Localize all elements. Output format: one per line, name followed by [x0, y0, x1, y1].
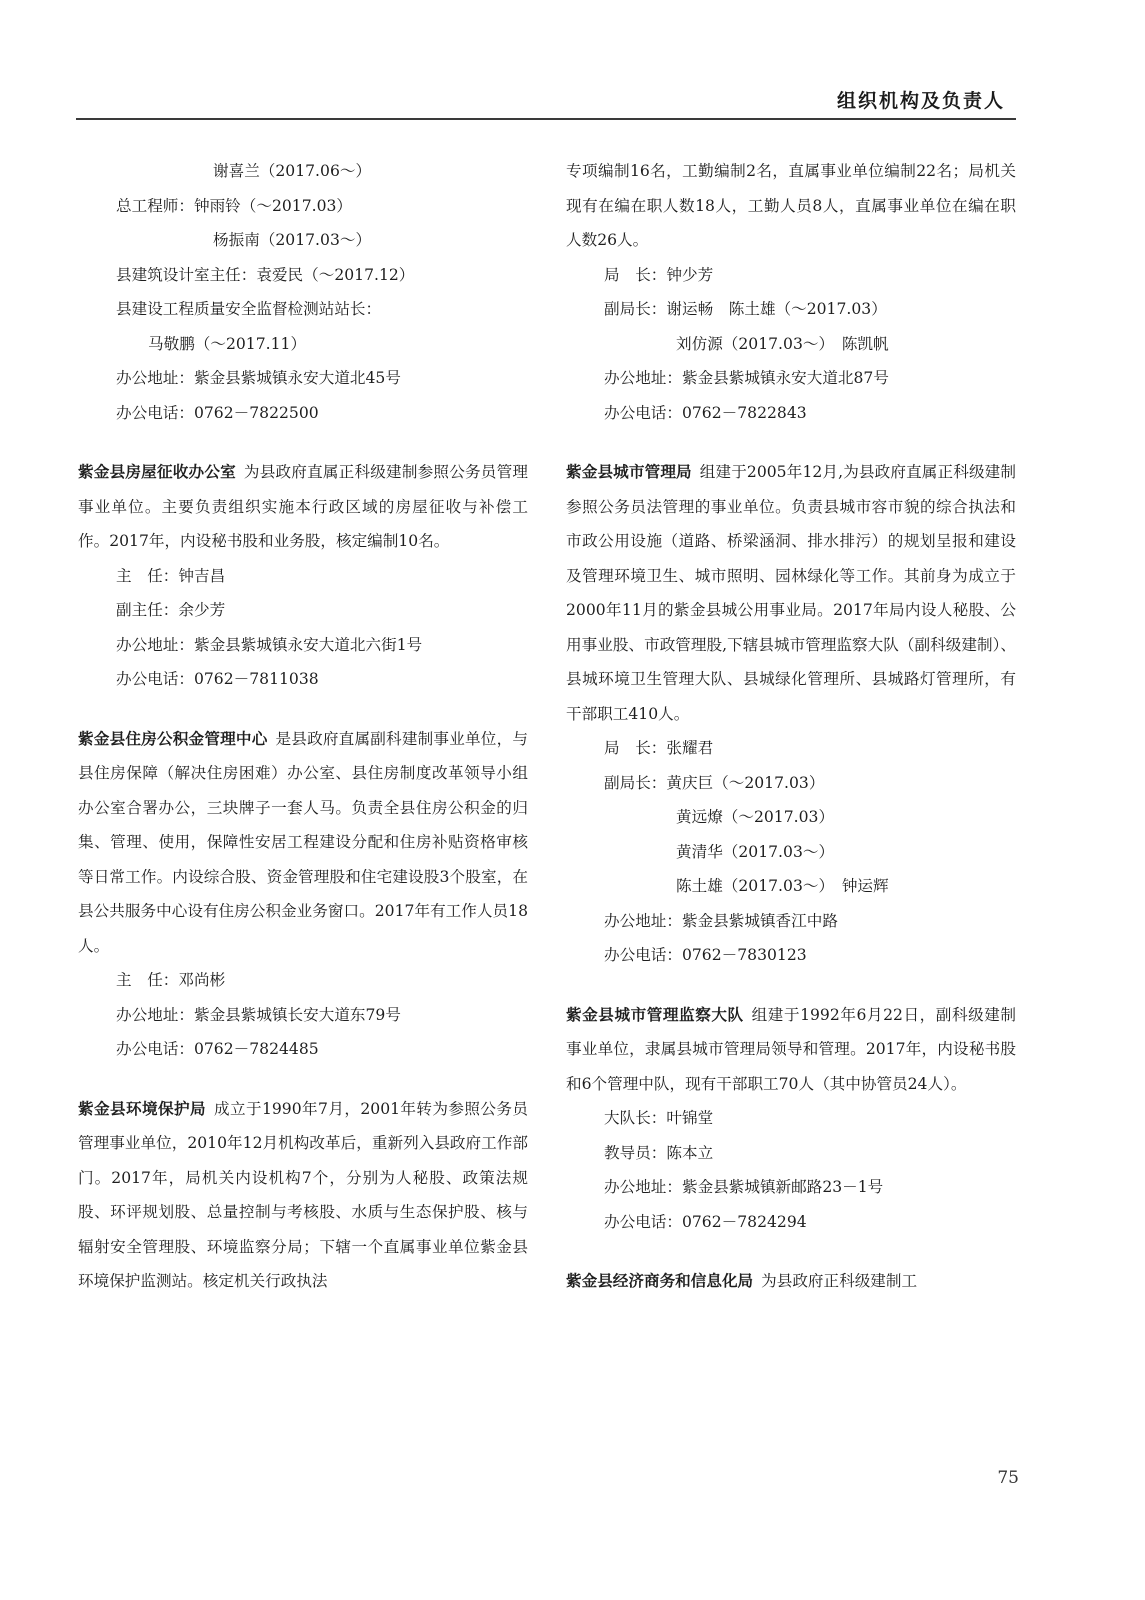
- person-line: 县建设工程质量安全监督检测站站长：: [116, 300, 382, 318]
- person-line: 大队长：叶锦堂: [604, 1109, 714, 1127]
- person-line: 副局长：谢运畅 陈土雄（～2017.03）: [604, 300, 887, 318]
- header-rule: [76, 118, 1016, 120]
- page-number: 75: [997, 1468, 1019, 1488]
- org-name: 紫金县房屋征收办公室: [78, 463, 236, 481]
- entry-paragraph: [78, 455, 528, 559]
- person-line: 主 任：钟吉昌: [116, 566, 226, 585]
- person-line: 谢喜兰（2017.06～）: [213, 162, 372, 180]
- person-line: 黄清华（2017.03～）: [676, 842, 835, 861]
- office-address: 办公地址：紫金县紫城镇永安大道北87号: [604, 369, 889, 387]
- office-address: 办公地址：紫金县紫城镇永安大道北45号: [116, 369, 401, 387]
- org-name: 紫金县环境保护局: [78, 1099, 206, 1118]
- org-description: 为县政府直属正科级建制参照公务员管理事业单位。主要负责组织实施本行政区域的房屋征收与补偿工作。2017年，内设秘书股和业务股，核定编制10名。: [78, 463, 528, 550]
- entry-city-management: [566, 455, 1016, 973]
- person-line: 局 长：钟少芳: [604, 265, 714, 284]
- org-description: 组建于1992年6月22日，副科级建制事业单位，隶属县城市管理局领导和管理。2017年，内设秘书股和6个管理中队，现有干部职工70人（其中协管员24人）。: [566, 1005, 1016, 1093]
- person-line: 主 任：邓尚彬: [116, 971, 226, 989]
- org-description: 组建于2005年12月,为县政府直属正科级建制参照公务员法管理的事业单位。负责县城市容市貌的综合执法和市政公用设施（道路、桥梁涵洞、排水排污）的规划呈报和建设及管理环境卫生、城市照明、园林绿化等工作。其前身为成立于2000年11月的紫金县城公用事业局。2017年局内设人秘股、公用事业股、市政管理股,下辖县城市管理监察大队（副科级建制）、县城环境卫生管理大队、县城绿化管理所、县城路灯管理所，有干部职工410人。: [566, 463, 1016, 723]
- office-address: 办公地址：紫金县紫城镇新邮路23－1号: [604, 1178, 884, 1196]
- person-line: 局 长：张耀君: [604, 739, 714, 757]
- entry-construction-continued: [78, 154, 528, 430]
- office-address: 办公地址：紫金县紫城镇长安大道东79号: [116, 1005, 401, 1024]
- entry-paragraph: [566, 455, 1016, 731]
- person-line: 杨振南（2017.03～）: [213, 231, 372, 249]
- org-description: 为县政府正科级建制工: [761, 1272, 918, 1290]
- org-description: 是县政府直属副科建制事业单位，与县住房保障（解决住房困难）办公室、县住房制度改革领导小组办公室合署办公，三块牌子一套人马。负责全县住房公积金的归集、管理、使用，保障性安居工程建设分配和住房补贴资格审核等日常工作。内设综合股、资金管理股和住宅建设股3个股室，在县公共服务中心设有住房公积金业务窗口。2017年有工作人员18人。: [78, 729, 528, 955]
- person-line: 总工程师：钟雨铃（～2017.03）: [116, 196, 353, 215]
- office-phone: 办公电话：0762－7822843: [604, 403, 807, 422]
- right-column: [566, 154, 1016, 1324]
- org-name: 紫金县城市管理监察大队: [566, 1005, 744, 1024]
- office-phone: 办公电话：0762－7822500: [116, 403, 319, 422]
- office-address: 办公地址：紫金县紫城镇香江中路: [604, 911, 838, 930]
- office-phone: 办公电话：0762－7811038: [116, 670, 319, 688]
- person-line: 教导员：陈本立: [604, 1143, 714, 1162]
- entry-paragraph: [566, 998, 1016, 1102]
- left-column: [78, 154, 528, 1324]
- entry-housing-fund: [78, 722, 528, 1067]
- person-line: 马敬鹏（～2017.11）: [148, 334, 307, 353]
- person-line: 黄远燎（～2017.03）: [676, 808, 835, 826]
- person-line: 县建筑设计室主任：袁爱民（～2017.12）: [116, 265, 415, 284]
- office-phone: 办公电话：0762－7830123: [604, 946, 807, 964]
- entry-paragraph: [78, 722, 528, 964]
- office-address: 办公地址：紫金县紫城镇永安大道北六街1号: [116, 635, 423, 654]
- entry-housing-expropriation: [78, 455, 528, 697]
- entry-environment: [78, 1092, 528, 1299]
- person-line: 副主任：余少芳: [116, 601, 226, 619]
- person-line: 刘仿源（2017.03～） 陈凯帆: [676, 334, 889, 353]
- person-line: 副局长：黄庆巨（～2017.03）: [604, 773, 825, 792]
- entry-paragraph: [566, 1264, 1016, 1299]
- entry-environment-continued: [566, 154, 1016, 430]
- org-description: 成立于1990年7月，2001年转为参照公务员管理事业单位，2010年12月机构改革后，重新列入县政府工作部门。2017年，局机关内设机构7个，分别为人秘股、政策法规股、环评规划股、总量控制与考核股、水质与生态保护股、核与辐射安全管理股、环境监察分局；下辖一个直属事业单位紫金县环境保护监测站。核定机关行政执法: [78, 1099, 528, 1290]
- office-phone: 办公电话：0762－7824294: [604, 1212, 807, 1231]
- entry-paragraph: [78, 1092, 528, 1299]
- org-name: 紫金县住房公积金管理中心: [78, 729, 268, 748]
- entry-economic: [566, 1264, 1016, 1299]
- section-title: 组织机构及负责人: [836, 90, 1005, 112]
- person-line: 陈土雄（2017.03～） 钟运辉: [676, 877, 889, 895]
- entry-city-inspection: [566, 998, 1016, 1240]
- org-name: 紫金县经济商务和信息化局: [566, 1272, 754, 1290]
- org-name: 紫金县城市管理局: [566, 463, 692, 481]
- office-phone: 办公电话：0762－7824485: [116, 1040, 319, 1058]
- org-description: 专项编制16名，工勤编制2名，直属事业单位编制22名；局机关现有在编在职人数18人，工勤人员8人，直属事业单位在编在职人数26人。: [566, 162, 1016, 249]
